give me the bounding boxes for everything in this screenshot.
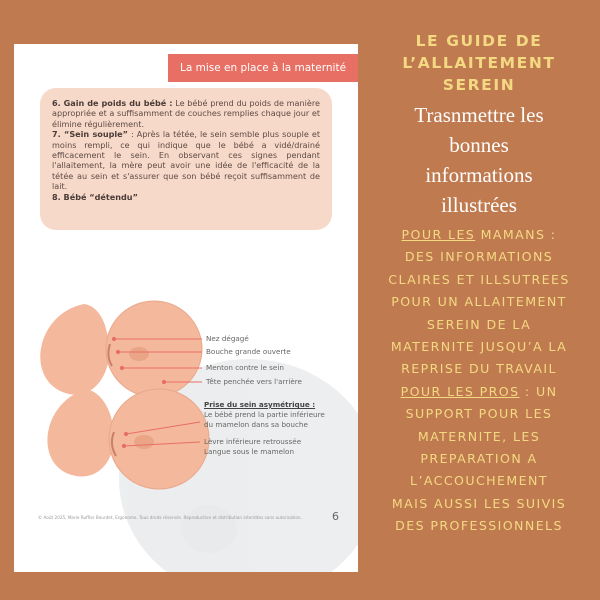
mamans-line1 — [372, 224, 586, 246]
pros-rest: : UN — [519, 383, 558, 399]
pros-line7: DES PROFESSIONNELS — [395, 518, 563, 534]
baby-head-illustration-top — [106, 301, 202, 397]
page-number: 6 — [332, 510, 339, 523]
item-7 — [52, 129, 320, 191]
item-6-label: 6. Gain de poids du bébé : — [52, 98, 173, 108]
mamans-rest: MAMANS : — [475, 227, 557, 242]
mamans-line2: DES INFORMATIONS — [404, 249, 554, 265]
label-asym-line2: du mamelon dans sa bouche — [204, 420, 308, 429]
right-column — [372, 30, 586, 538]
label-asym-line1: Le bébé prend la partie inférieure — [204, 410, 325, 419]
label-tongue: Langue sous le mamelon — [204, 447, 294, 456]
pros-line5: L’ACCOUCHEMENT — [410, 473, 548, 489]
audience-description — [372, 224, 586, 538]
mamans-line3: CLAIRES ET ILLSUTREES — [388, 271, 570, 287]
item-7-text: : Après la tétée, le sein semble plus souple et moins rempli, ce qui indique que le bébé a vidé/drainé efficacement le sein. En observant ces signes pendant l'allaitement, la mère peut avoir une idée de l'efficacité de la tétée au sein et s'assurer que son bébé reçoit suffisamment de lait. — [52, 129, 321, 192]
pros-line3: MATERNITE, LES — [417, 428, 541, 444]
mamans-underlined: POUR LES — [401, 227, 476, 242]
mamans-line6: MATERNITE JUSQU’A LA — [390, 339, 568, 355]
guide-title-line2: L’ALLAITEMENT — [402, 54, 556, 72]
label-mouth: Bouche grande ouverte — [206, 347, 291, 356]
pros-line6: MAIS AUSSI LES SUIVIS — [391, 495, 567, 511]
guide-title-line3: SEREIN — [442, 76, 516, 94]
label-lip: Lèvre inférieure retroussée — [204, 437, 302, 446]
copyright-footer: © Août 2025, Marie Ruffier Bourdet, Ergonome. Tous droits réservés. Reproduction et distribution interdites sans autorisation. — [38, 515, 302, 520]
pros-line4: PREPARATION A — [420, 451, 538, 467]
pros-line1 — [372, 381, 586, 403]
label-asym-title: Prise du sein asymétrique : — [204, 400, 316, 409]
guide-title-line1: LE GUIDE DE — [415, 32, 543, 50]
breast-illustration-bottom — [47, 389, 114, 476]
item-6 — [52, 98, 320, 129]
item-6-text: Le bébé prend du poids de manière appropriée et a suffisamment de couches remplies chaque jour et élimine régulièrement. — [52, 98, 320, 129]
item-8-prefix: 8. — [52, 191, 64, 202]
subtitle — [372, 100, 586, 220]
item-7-prefix: 7. — [52, 129, 64, 140]
pros-underlined: POUR LES PROS — [400, 383, 520, 399]
subtitle-line3: informations — [425, 163, 533, 187]
mamans-line5: SEREIN DE LA — [426, 316, 532, 332]
label-nose: Nez dégagé — [206, 334, 249, 343]
label-chin: Menton contre le sein — [206, 363, 284, 372]
guide-title — [372, 30, 586, 96]
section-banner: La mise en place à la maternité — [168, 54, 358, 82]
item-8-label: Bébé “détendu” — [63, 191, 138, 202]
mamans-line7: REPRISE DU TRAVAIL — [401, 361, 557, 377]
label-head: Tête penchée vers l'arrière — [206, 377, 302, 386]
booklet-page — [14, 44, 358, 572]
pros-line2: SUPPORT POUR LES — [405, 406, 553, 422]
subtitle-line1: Trasnmettre les — [414, 103, 544, 127]
baby-head-illustration-bottom — [109, 389, 209, 489]
breast-illustration-top — [40, 304, 109, 395]
subtitle-line4: illustrées — [441, 193, 517, 217]
subtitle-line2: bonnes — [449, 133, 509, 157]
mamans-line4: POUR UN ALLAITEMENT — [391, 294, 567, 310]
item-8 — [52, 192, 320, 202]
info-box — [40, 88, 332, 230]
item-7-label: “Sein souple” — [64, 129, 128, 140]
latch-illustration — [14, 244, 358, 572]
